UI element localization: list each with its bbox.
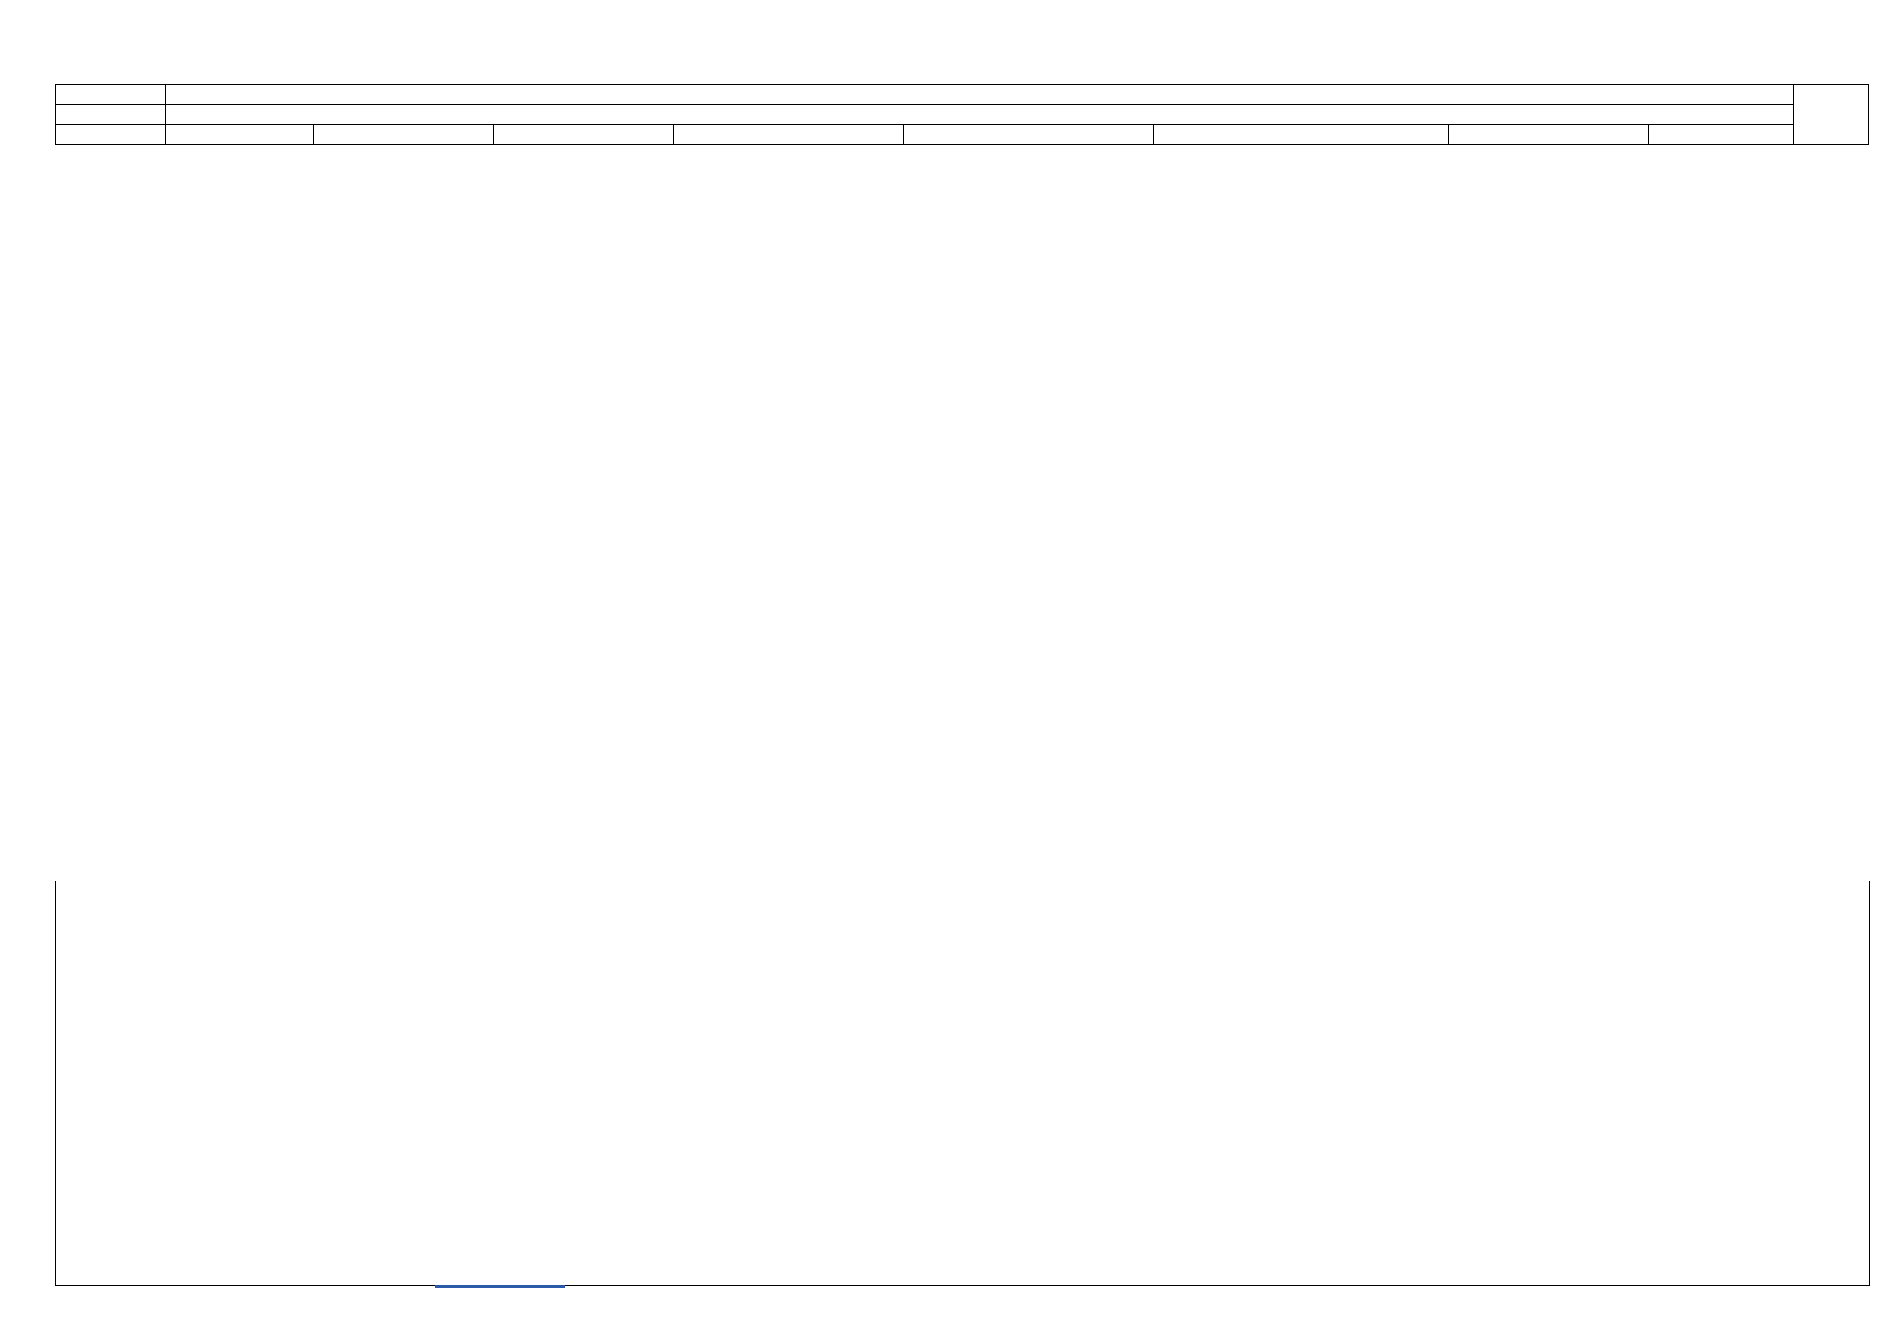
race-type-row xyxy=(56,105,1869,125)
race-type-value xyxy=(166,105,1794,125)
program-table xyxy=(55,84,1869,145)
grade-label xyxy=(56,125,166,145)
blue-line xyxy=(435,1285,565,1288)
grade-row xyxy=(56,125,1869,145)
grade-2yo xyxy=(1649,125,1794,145)
grade-a xyxy=(314,125,494,145)
notes-frame xyxy=(55,881,1870,1286)
blood-value xyxy=(166,85,1794,105)
grade-b1 xyxy=(494,125,674,145)
blood-row xyxy=(56,85,1869,105)
total-header xyxy=(1794,85,1869,145)
grade-open xyxy=(166,125,314,145)
grade-b2 xyxy=(674,125,904,145)
grade-c2 xyxy=(1154,125,1449,145)
grade-c1 xyxy=(904,125,1154,145)
grade-3yo xyxy=(1449,125,1649,145)
blood-label xyxy=(56,85,166,105)
race-type-label xyxy=(56,105,166,125)
